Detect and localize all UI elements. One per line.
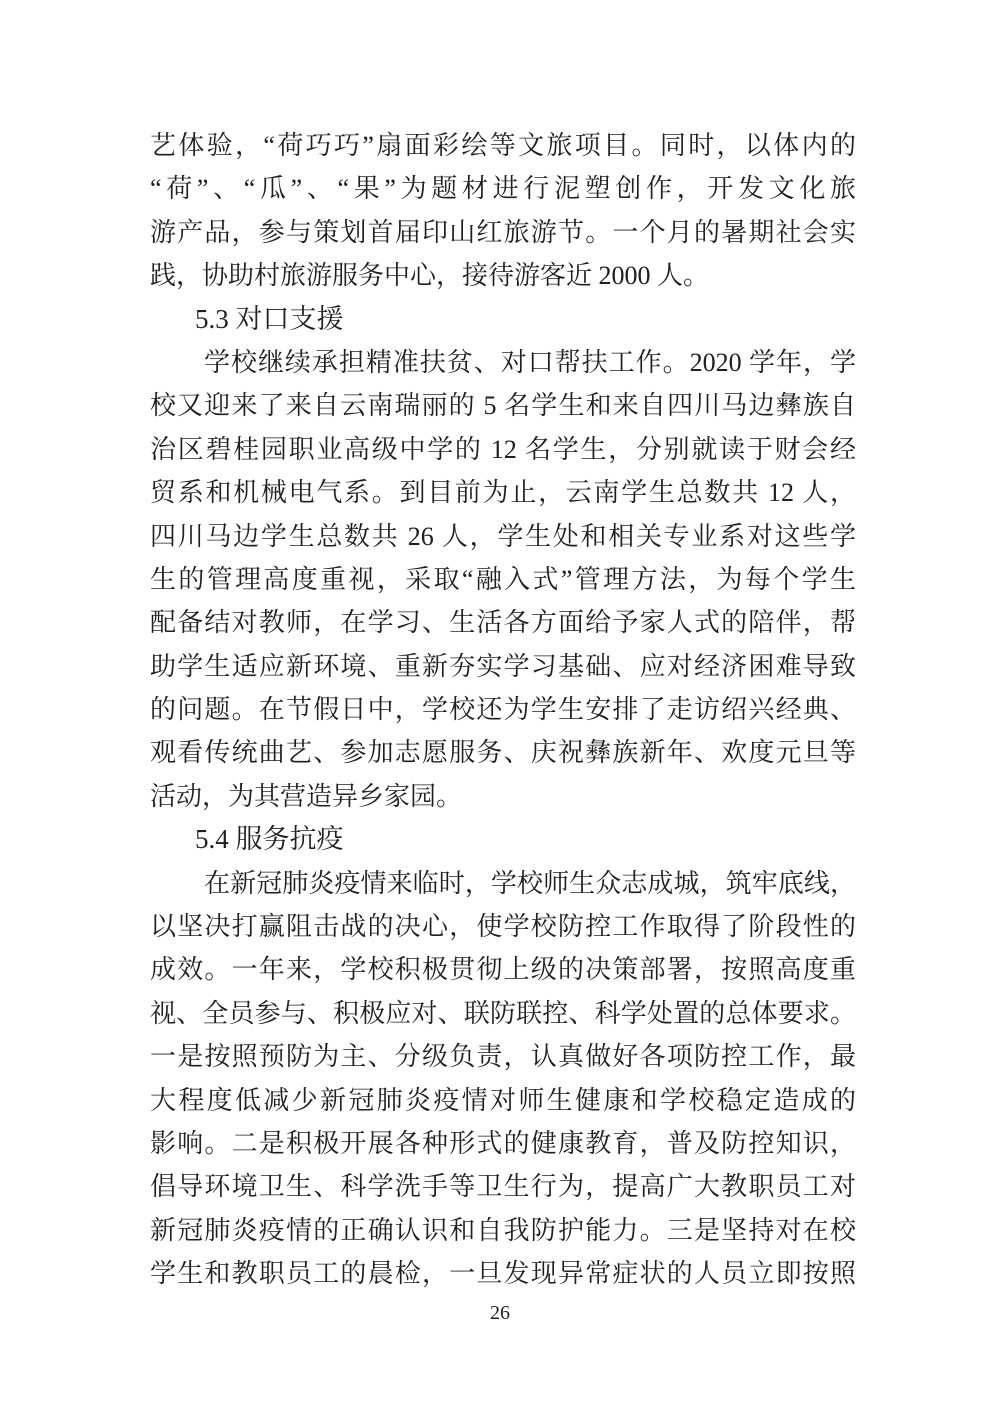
para-5-2-continuation-line-2: “荷”、“瓜”、“果”为题材进行泥塑创作，开发文化旅	[150, 174, 856, 204]
document-body	[150, 124, 856, 1296]
para-5-3-line-4: 贸系和机械电气系。到目前为止，云南学生总数共 12 人，	[150, 478, 856, 508]
para-5-4-line-10: 学生和教职员工的晨检，一旦发现异常症状的人员立即按照	[150, 1259, 856, 1289]
heading-5-3: 5.3 对口支援	[195, 303, 344, 334]
para-5-4-line-6: 大程度低减少新冠肺炎疫情对师生健康和学校稳定造成的	[150, 1085, 856, 1115]
para-5-4-line-5: 一是按照预防为主、分级负责，认真做好各项防控工作，最	[150, 1042, 856, 1072]
para-5-4-line-8: 倡导环境卫生、科学洗手等卫生行为，提高广大教职员工对	[150, 1172, 856, 1202]
para-5-3-line-9: 的问题。在节假日中，学校还为学生安排了走访绍兴经典、	[150, 695, 856, 725]
para-5-4-line-9: 新冠肺炎疫情的正确认识和自我防护能力。三是坚持对在校	[150, 1215, 856, 1245]
para-5-4-line-3: 成效。一年来，学校积极贯彻上级的决策部署，按照高度重	[150, 955, 856, 985]
para-5-3-line-8: 助学生适应新环境、重新夯实学习基础、应对经济困难导致	[150, 651, 856, 681]
para-5-2-continuation-line-1: 艺体验，“荷巧巧”扇面彩绘等文旅项目。同时，以体内的	[150, 131, 856, 160]
para-5-3-line-5: 四川马边学生总数共 26 人，学生处和相关专业系对这些学	[150, 521, 856, 551]
para-5-2-continuation-line-4: 践，协助村旅游服务中心，接待游客近 2000 人。	[150, 261, 710, 291]
para-5-3-line-1: 学校继续承担精准扶贫、对口帮扶工作。2020 学年，学	[204, 347, 856, 377]
para-5-4-line-1: 在新冠肺炎疫情来临时，学校师生众志成城，筑牢底线，	[204, 868, 856, 898]
para-5-3-line-11: 活动，为其营造异乡家园。	[150, 781, 463, 811]
para-5-4-line-4: 视、全员参与、积极应对、联防联控、科学处置的总体要求。	[150, 998, 856, 1028]
para-5-2-continuation-line-3: 游产品，参与策划首届印山红旅游节。一个月的暑期社会实	[150, 217, 856, 247]
para-5-4-line-2: 以坚决打赢阻击战的决心，使学校防控工作取得了阶段性的	[150, 912, 856, 942]
para-5-3-line-6: 生的管理高度重视，采取“融入式”管理方法，为每个学生	[150, 564, 856, 594]
para-5-4-line-7: 影响。二是积极开展各种形式的健康教育，普及防控知识，	[150, 1128, 856, 1158]
para-5-3-line-10: 观看传统曲艺、参加志愿服务、庆祝彝族新年、欢度元旦等	[150, 738, 856, 768]
heading-5-4: 5.4 服务抗疫	[195, 824, 344, 855]
page-number: 26	[490, 1302, 510, 1324]
para-5-3-line-7: 配备结对教师，在学习、生活各方面给予家人式的陪伴，帮	[150, 608, 856, 638]
para-5-3-line-3: 治区碧桂园职业高级中学的 12 名学生，分别就读于财会经	[150, 434, 856, 464]
para-5-3-line-2: 校又迎来了来自云南瑞丽的 5 名学生和来自四川马边彝族自	[150, 391, 856, 421]
